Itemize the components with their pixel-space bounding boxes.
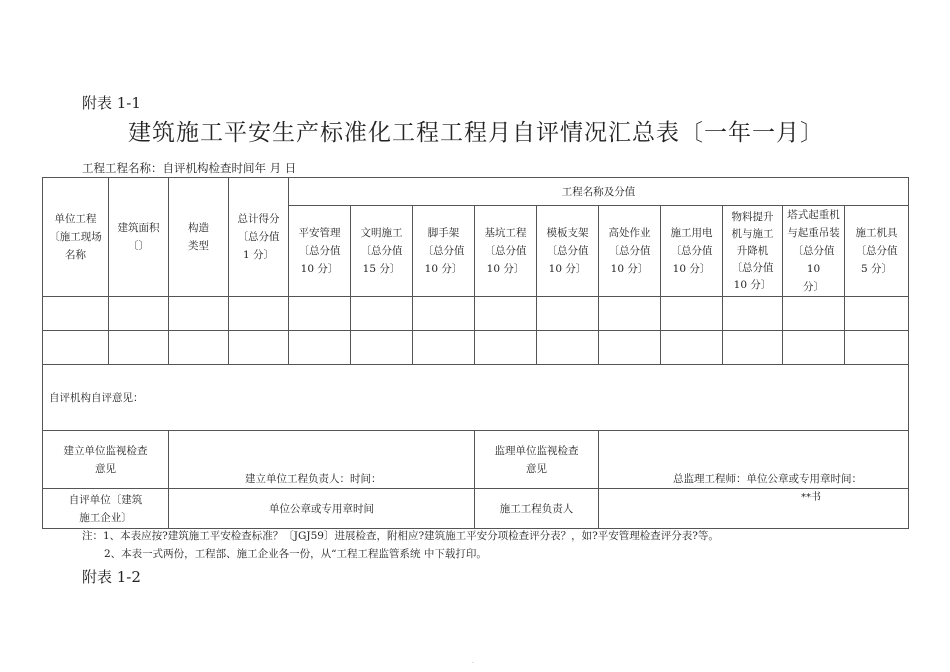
col-work-at-height: 高处作业 〔总分值 10 分〕: [599, 206, 661, 297]
summary-table: [42, 177, 909, 529]
site-manager-cell[interactable]: 施工工程负责人: [475, 489, 599, 529]
col-formwork-support: 模板支架 〔总分值 10 分〕: [537, 206, 599, 297]
col-safety-management: 平安管理 〔总分值 10 分〕: [289, 206, 351, 297]
self-evaluation-opinion[interactable]: 自评机构自评意见：: [43, 365, 909, 431]
project-name-line: 工程工程名称：自评机构检查时间年 月 日: [82, 161, 297, 175]
group-header-items: 工程名称及分值: [289, 178, 909, 206]
col-construction-electricity: 施工用电 〔总分值 10 分〕: [661, 206, 723, 297]
col-building-area: 建筑面积 〔〕: [109, 178, 169, 297]
col-foundation-pit: 基坑工程 〔总分值 10 分〕: [475, 206, 537, 297]
appendix-label: 附表 1-1: [82, 94, 141, 112]
col-tower-crane: 塔式起重机 与起重吊装 〔总分值 10 分〕: [783, 206, 845, 297]
col-civilized-construction: 文明施工 〔总分值 15 分〕: [351, 206, 413, 297]
note-2: 2、本表一式两份，工程部、施工企业各一份，从“工程工程监管系统 中下载打印。: [104, 548, 487, 560]
seal-time-cell[interactable]: 单位公章或专用章时间: [169, 489, 475, 529]
supervision-opinion-label: 监理单位监视检查 意见: [475, 431, 599, 489]
mark-cell[interactable]: [599, 489, 909, 529]
col-structure-type: 构造 类型: [169, 178, 229, 297]
build-unit-signature[interactable]: 建立单位工程负责人：时间：: [169, 431, 475, 489]
col-unit-project: 单位工程 〔施工现场 名称: [43, 178, 109, 297]
col-scaffold: 脚手架 〔总分值 10 分〕: [413, 206, 475, 297]
page-dot: .: [472, 658, 474, 665]
note-1: 注：1、本表应按?建筑施工平安检查标准？〔JGJ59〕进展检查，附相应?建筑施工平安分项检查评分表？，如?平安管理检查评分表?等。: [82, 530, 719, 542]
appendix-2-label: 附表 1-2: [82, 568, 141, 586]
col-construction-machinery: 施工机具 〔总分值 5 分〕: [845, 206, 909, 297]
self-unit-label: 自评单位〔建筑 施工企业〕: [43, 489, 169, 529]
chief-engineer-signature[interactable]: 总监理工程师：单位公章或专用章时间：: [599, 431, 909, 489]
col-material-hoist: 物料提升 机与施工 升降机 〔总分值 10 分〕: [723, 206, 783, 297]
build-unit-opinion-label: 建立单位监视检查 意见: [43, 431, 169, 489]
table-row: [43, 297, 909, 331]
col-total-score: 总计得分 〔总分值 1 分〕: [229, 178, 289, 297]
table-row: [43, 331, 909, 365]
mark-text: **书: [801, 492, 821, 503]
page-title: 建筑施工平安生产标准化工程工程月自评情况汇总表〔一年一月〕: [128, 120, 824, 146]
